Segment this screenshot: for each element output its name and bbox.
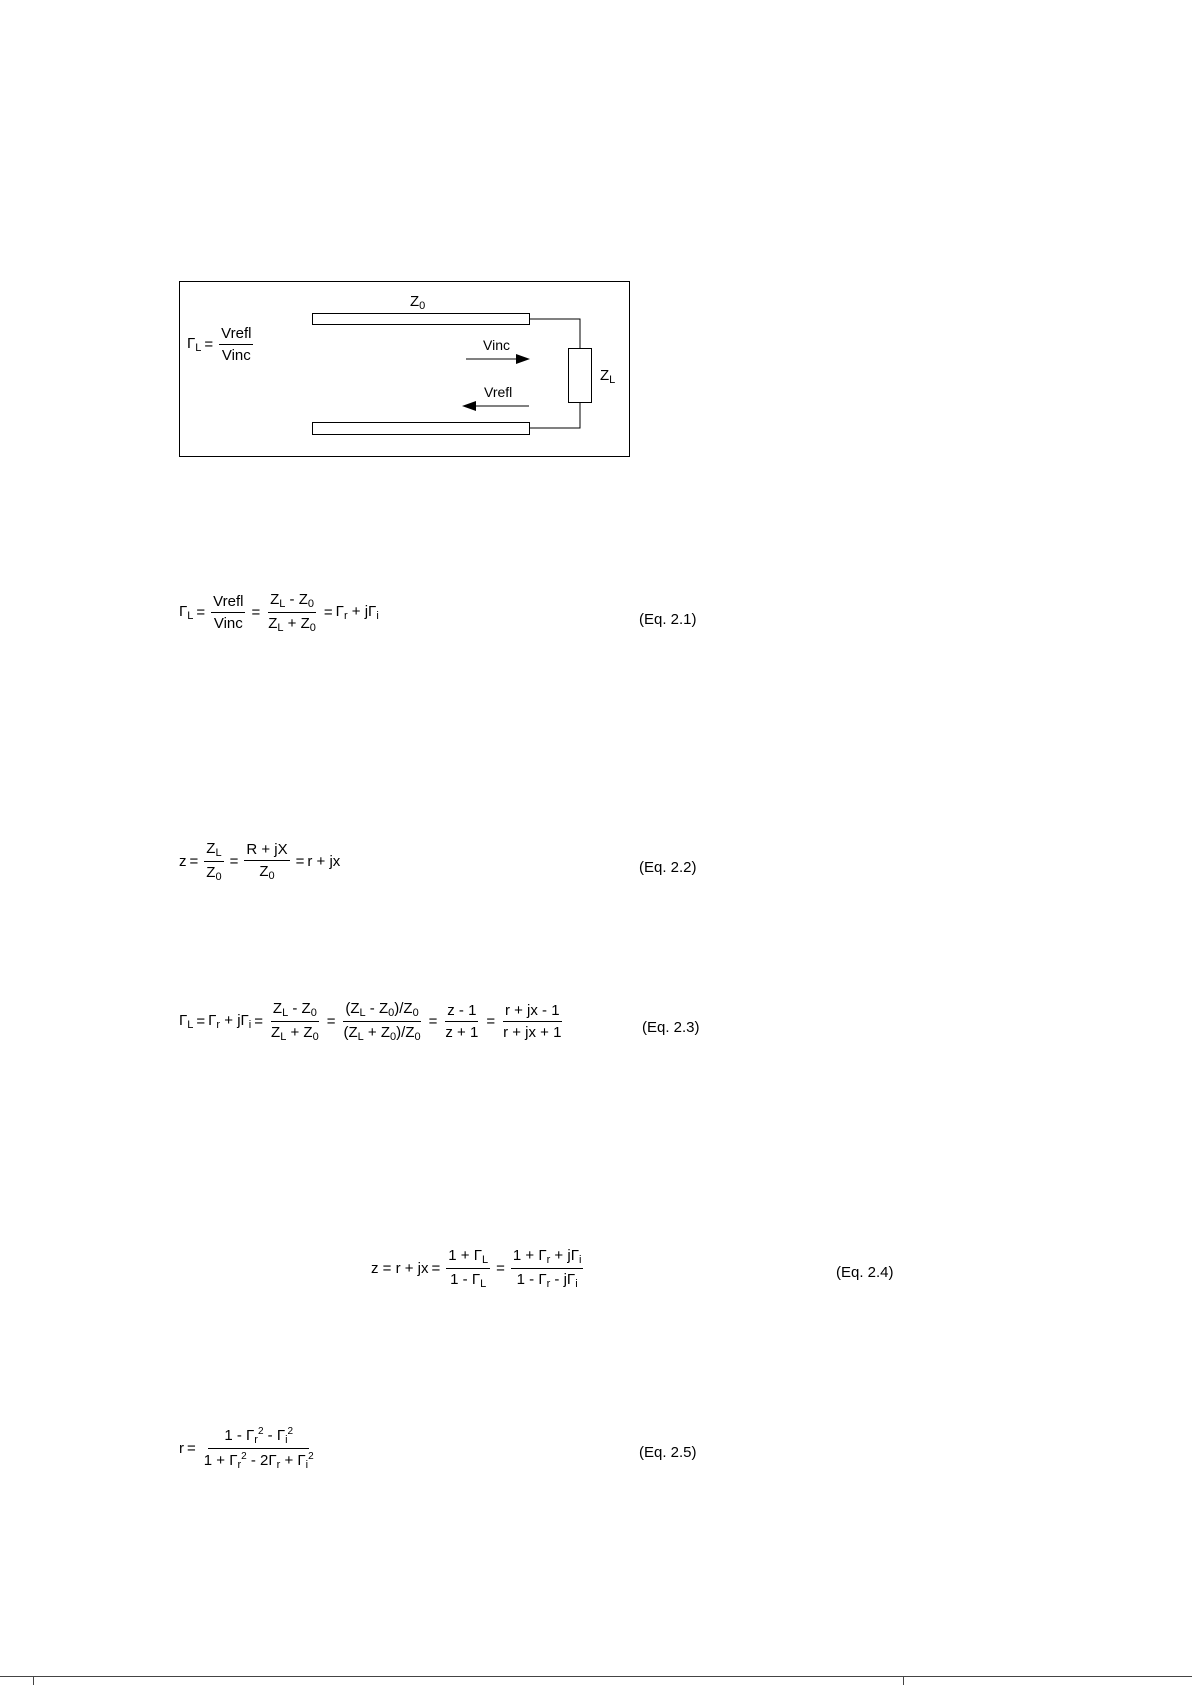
eq4-fraction-2 [511,1247,584,1290]
eq2-rhs: r + jx [307,853,341,870]
figure-frac-den: Vinc [221,347,251,364]
eq3-equals-3: = [326,1013,336,1030]
eq2-f1-num: $Z_L$ [204,840,223,862]
figure-fraction [219,325,253,364]
equation-2-2-label: (Eq. 2.2) [639,859,697,876]
transmission-line-figure [179,281,630,457]
load-impedance [569,349,592,403]
eq1-f2-den: $Z_L + Z_0$ [268,615,316,634]
eq4-equals-2: = [496,1260,505,1277]
eq1-f2-num: $Z_L - Z_0$ [268,591,316,613]
eq1-f1-den: Vinc [213,615,243,632]
eq2-f2-num: R + jX [244,841,289,861]
eq4-fraction-1 [446,1247,490,1290]
eq3-f3-num: z - 1 [445,1002,478,1022]
eq2-equals-1: = [189,853,199,870]
eq4-f1-num: $1 + \Gamma_L$ [446,1247,490,1269]
eq5-num: $1 - \Gamma_r^2 - \Gamma_i^2$ [208,1426,309,1449]
figure-gamma-equation [187,325,256,364]
eq4-f2-den: $1 - \Gamma_r - j\Gamma_i$ [516,1271,578,1290]
eq1-equals-2: = [251,604,261,621]
eq3-f1-den: $Z_L + Z_0$ [271,1024,319,1043]
eq3-fraction-4 [501,1002,563,1041]
eq1-lhs: $\Gamma_L$ [179,603,194,622]
eq3-lhs: $\Gamma_L$ [179,1012,194,1031]
eq3-fraction-2 [341,1000,422,1043]
equation-2-4 [371,1247,586,1290]
figure-equals: = [204,336,214,353]
eq4-f1-den: $1 - \Gamma_L$ [450,1271,487,1290]
equation-2-3 [179,1000,566,1043]
eq3-equals-1: = [196,1013,206,1030]
equation-2-5-label: (Eq. 2.5) [639,1444,697,1461]
eq2-f1-den: $Z_0$ [206,864,222,883]
figure-gamma-symbol: $\Gamma_L$ [187,335,202,354]
eq4-equals-1: = [431,1260,441,1277]
equation-2-5 [179,1426,319,1471]
eq3-f3-den: z + 1 [445,1024,479,1041]
eq2-f2-den: $Z_0$ [259,863,275,882]
eq5-lhs: r [179,1440,184,1457]
eq3-f2-num: $(Z_L - Z_0)/Z_0$ [343,1000,420,1022]
eq1-f1-num: Vrefl [211,593,245,613]
page-bottom-tick-right [903,1676,904,1685]
page-bottom-tick-left [33,1676,34,1685]
eq2-fraction-2 [244,841,289,882]
eq3-f2-den: $(Z_L + Z_0)/Z_0$ [343,1024,421,1043]
eq3-fraction-3 [443,1002,480,1041]
eq3-equals-5: = [486,1013,496,1030]
eq1-fraction-2 [266,591,318,634]
load-wire-top [530,319,580,348]
vrefl-arrow-head [462,401,476,411]
eq1-equals-3: = [323,604,333,621]
transmission-line-diagram [179,281,630,457]
eq1-fraction-1 [211,593,245,632]
figure-border [180,282,630,457]
label-vinc: Vinc [483,337,510,353]
equation-2-1-label: (Eq. 2.1) [639,611,697,628]
eq2-fraction-1 [204,840,223,883]
eq3-f4-den: r + jx + 1 [503,1024,562,1041]
eq1-equals-1: = [196,604,206,621]
label-vrefl: Vrefl [484,384,513,400]
eq2-equals-2: = [229,853,239,870]
eq5-den: $1 + \Gamma_r^2 - 2\Gamma_r + \Gamma_i^2$ [203,1451,314,1471]
load-wire-bottom [530,403,580,428]
bottom-conductor [313,423,530,435]
eq3-mid: $\Gamma_r + j\Gamma_i$ [208,1012,252,1031]
eq4-f2-num: $1 + \Gamma_r + j\Gamma_i$ [511,1247,584,1269]
eq1-rhs: $\Gamma_r + j\Gamma_i$ [335,603,379,622]
figure-frac-num: Vrefl [219,325,253,345]
vinc-arrow-head [516,354,530,364]
eq5-equals: = [187,1440,196,1457]
page-bottom-rule [0,1676,1192,1677]
eq4-lhs: z = r + jx [371,1260,429,1277]
eq3-f4-num: r + jx - 1 [503,1002,562,1022]
eq3-equals-2: = [254,1013,264,1030]
eq2-lhs: z [179,853,187,870]
equation-2-4-label: (Eq. 2.4) [836,1264,894,1281]
eq3-f1-num: $Z_L - Z_0$ [271,1000,319,1022]
eq2-equals-3: = [295,853,305,870]
eq5-fraction [202,1426,316,1471]
top-conductor [313,314,530,325]
label-zl: $Z_L$ [600,367,616,386]
eq3-equals-4: = [428,1013,438,1030]
equation-2-2 [179,840,340,883]
equation-2-3-label: (Eq. 2.3) [642,1019,700,1036]
label-z0: $Z_0$ [410,293,426,312]
equation-2-1 [179,591,379,634]
eq3-fraction-1 [269,1000,321,1043]
